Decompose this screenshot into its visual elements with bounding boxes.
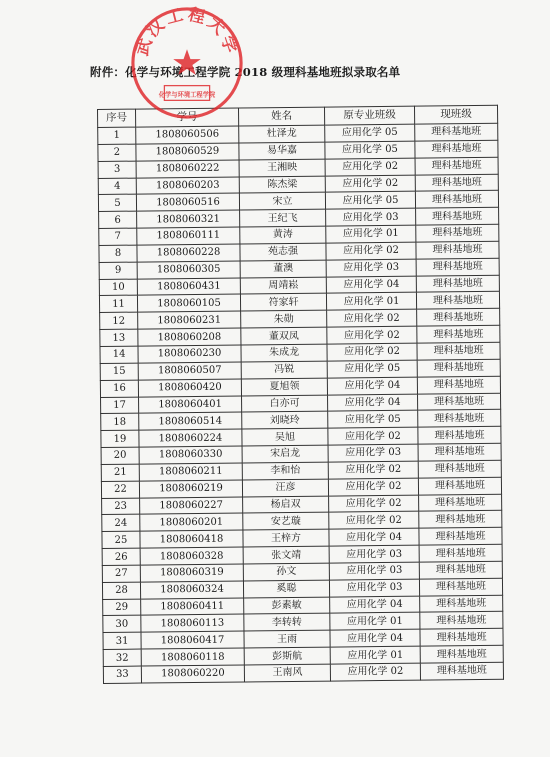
- name-cell: 彭素敏: [244, 597, 330, 615]
- original-class-cell: 应用化学 05: [325, 192, 415, 210]
- student-id-cell: 1808060411: [141, 598, 244, 616]
- name-cell: 王南风: [244, 664, 330, 682]
- current-class-cell: 理科基地班: [416, 241, 499, 259]
- original-class-cell: 应用化学 03: [328, 444, 418, 462]
- index-cell: 25: [102, 531, 140, 548]
- current-class-cell: 理科基地班: [420, 612, 503, 630]
- name-cell: 王雨: [244, 630, 330, 648]
- original-class-cell: 应用化学 04: [327, 377, 417, 395]
- student-id-cell: 1808060420: [138, 379, 241, 397]
- student-id-cell: 1808060324: [140, 581, 243, 599]
- index-cell: 28: [102, 582, 140, 599]
- original-class-cell: 应用化学 01: [326, 225, 416, 243]
- student-id-cell: 1808060514: [139, 412, 242, 430]
- current-class-cell: 理科基地班: [416, 258, 499, 276]
- student-id-cell: 1808060319: [140, 564, 243, 582]
- seal-inner-text: 化学与环境工程学院: [158, 91, 216, 99]
- student-id-cell: 1808060113: [141, 614, 244, 632]
- student-id-cell: 1808060219: [139, 480, 242, 498]
- index-cell: 11: [99, 296, 137, 313]
- index-cell: 3: [98, 161, 136, 178]
- student-id-cell: 1808060321: [137, 210, 240, 228]
- name-cell: 张文靖: [243, 546, 329, 564]
- index-cell: 17: [101, 397, 139, 414]
- index-cell: 24: [102, 514, 140, 531]
- student-id-cell: 1808060305: [137, 261, 240, 279]
- header-name: 姓名: [238, 107, 324, 126]
- index-cell: 2: [98, 144, 136, 161]
- current-class-cell: 理科基地班: [418, 477, 501, 495]
- index-cell: 10: [99, 279, 137, 296]
- current-class-cell: 理科基地班: [419, 511, 502, 529]
- current-class-cell: 理科基地班: [418, 460, 501, 478]
- student-id-cell: 1808060507: [138, 362, 241, 380]
- student-id-cell: 1808060224: [139, 429, 242, 447]
- original-class-cell: 应用化学 02: [327, 309, 417, 327]
- original-class-cell: 应用化学 04: [330, 629, 420, 647]
- original-class-cell: 应用化学 02: [327, 326, 417, 344]
- name-cell: 宋启龙: [242, 445, 328, 463]
- current-class-cell: 理科基地班: [420, 645, 503, 663]
- index-cell: 9: [99, 262, 137, 279]
- current-class-cell: 理科基地班: [417, 359, 500, 377]
- index-cell: 31: [103, 632, 141, 649]
- original-class-cell: 应用化学 03: [329, 545, 419, 563]
- header-student-id: 学号: [136, 108, 239, 127]
- current-class-cell: 理科基地班: [415, 140, 498, 158]
- index-cell: 26: [102, 548, 140, 565]
- name-cell: 夏旭领: [241, 378, 327, 396]
- current-class-cell: 理科基地班: [417, 309, 500, 327]
- student-id-cell: 1808060105: [137, 294, 240, 312]
- table-row: [103, 662, 503, 683]
- name-cell: 杨启双: [243, 496, 329, 514]
- current-class-cell: 理科基地班: [418, 426, 501, 444]
- student-id-cell: 1808060417: [141, 631, 244, 649]
- header-index: 序号: [98, 109, 136, 127]
- student-id-cell: 1808060431: [137, 278, 240, 296]
- original-class-cell: 应用化学 02: [325, 158, 415, 176]
- current-class-cell: 理科基地班: [417, 376, 500, 394]
- name-cell: 周靖崧: [240, 277, 326, 295]
- seal-outer-text: 武汉工程大学: [131, 4, 243, 58]
- original-class-cell: 应用化学 01: [326, 293, 416, 311]
- name-cell: 董澳: [240, 260, 326, 278]
- index-cell: 30: [103, 616, 141, 633]
- index-cell: 19: [101, 430, 139, 447]
- student-id-cell: 1808060111: [137, 227, 240, 245]
- index-cell: 29: [103, 599, 141, 616]
- index-cell: 4: [98, 178, 136, 195]
- index-cell: 12: [100, 312, 138, 329]
- index-cell: 6: [99, 211, 137, 228]
- original-class-cell: 应用化学 02: [325, 175, 415, 193]
- student-id-cell: 1808060401: [139, 396, 242, 414]
- name-cell: 王湘映: [239, 159, 325, 177]
- original-class-cell: 应用化学 02: [327, 343, 417, 361]
- name-cell: 董双凤: [241, 327, 327, 345]
- student-id-cell: 1808060227: [140, 497, 243, 515]
- current-class-cell: 理科基地班: [419, 561, 502, 579]
- student-id-cell: 1808060330: [139, 446, 242, 464]
- student-id-cell: 1808060418: [140, 530, 243, 548]
- current-class-cell: 理科基地班: [415, 191, 498, 209]
- original-class-cell: 应用化学 05: [325, 124, 415, 142]
- name-cell: 李转转: [244, 614, 330, 632]
- index-cell: 16: [100, 380, 138, 397]
- student-id-cell: 1808060222: [136, 160, 239, 178]
- official-seal: [128, 4, 246, 122]
- name-cell: 陈杰梁: [239, 176, 325, 194]
- original-class-cell: 应用化学 01: [330, 646, 420, 664]
- original-class-cell: 应用化学 03: [329, 579, 419, 597]
- current-class-cell: 理科基地班: [415, 157, 498, 175]
- current-class-cell: 理科基地班: [417, 325, 500, 343]
- name-cell: 宋立: [239, 192, 325, 210]
- name-cell: 王梓方: [243, 529, 329, 547]
- index-cell: 7: [99, 228, 137, 245]
- index-cell: 22: [101, 481, 139, 498]
- original-class-cell: 应用化学 05: [325, 141, 415, 159]
- index-cell: 20: [101, 447, 139, 464]
- admission-list-table: [97, 105, 504, 684]
- name-cell: 符家轩: [240, 294, 326, 312]
- name-cell: 朱成龙: [241, 344, 327, 362]
- index-cell: 15: [100, 363, 138, 380]
- name-cell: 杜泽龙: [239, 125, 325, 143]
- original-class-cell: 应用化学 02: [326, 242, 416, 260]
- current-class-cell: 理科基地班: [420, 662, 503, 680]
- current-class-cell: 理科基地班: [420, 629, 503, 647]
- student-id-cell: 1808060118: [141, 648, 244, 666]
- seal-star-icon: [173, 49, 201, 75]
- index-cell: 8: [99, 245, 137, 262]
- name-cell: 汪彦: [242, 479, 328, 497]
- current-class-cell: 理科基地班: [420, 595, 503, 613]
- student-id-cell: 1808060506: [136, 126, 239, 144]
- name-cell: 奚聪: [243, 580, 329, 598]
- index-cell: 1: [98, 127, 136, 144]
- original-class-cell: 应用化学 04: [326, 276, 416, 294]
- index-cell: 23: [102, 498, 140, 515]
- current-class-cell: 理科基地班: [418, 443, 501, 461]
- name-cell: 黄涛: [240, 226, 326, 244]
- current-class-cell: 理科基地班: [419, 528, 502, 546]
- student-id-cell: 1808060203: [136, 177, 239, 195]
- name-cell: 彭斯航: [244, 647, 330, 665]
- original-class-cell: 应用化学 04: [330, 596, 420, 614]
- index-cell: 5: [98, 194, 136, 211]
- index-cell: 33: [103, 666, 141, 683]
- name-cell: 李和怡: [242, 462, 328, 480]
- original-class-cell: 应用化学 04: [328, 394, 418, 412]
- student-id-cell: 1808060529: [136, 143, 239, 161]
- student-id-cell: 1808060208: [138, 328, 241, 346]
- original-class-cell: 应用化学 01: [330, 613, 420, 631]
- original-class-cell: 应用化学 04: [329, 528, 419, 546]
- current-class-cell: 理科基地班: [415, 174, 498, 192]
- current-class-cell: 理科基地班: [419, 544, 502, 562]
- index-cell: 27: [102, 565, 140, 582]
- original-class-cell: 应用化学 02: [329, 495, 419, 513]
- name-cell: 易华嘉: [239, 142, 325, 160]
- current-class-cell: 理科基地班: [416, 275, 499, 293]
- student-id-cell: 1808060516: [136, 193, 239, 211]
- name-cell: 苑志强: [240, 243, 326, 261]
- student-id-cell: 1808060230: [138, 345, 241, 363]
- name-cell: 王纪飞: [240, 209, 326, 227]
- original-class-cell: 应用化学 02: [328, 427, 418, 445]
- current-class-cell: 理科基地班: [419, 494, 502, 512]
- original-class-cell: 应用化学 03: [326, 208, 416, 226]
- student-id-cell: 1808060328: [140, 547, 243, 565]
- header-original-class: 原专业班级: [324, 106, 414, 125]
- name-cell: 安艺璇: [243, 513, 329, 531]
- student-id-cell: 1808060211: [139, 463, 242, 481]
- current-class-cell: 理科基地班: [419, 578, 502, 596]
- current-class-cell: 理科基地班: [417, 393, 500, 411]
- student-id-cell: 1808060220: [141, 665, 244, 683]
- current-class-cell: 理科基地班: [415, 123, 498, 141]
- student-id-cell: 1808060201: [140, 513, 243, 531]
- original-class-cell: 应用化学 03: [329, 562, 419, 580]
- index-cell: 13: [100, 329, 138, 346]
- original-class-cell: 应用化学 02: [328, 478, 418, 496]
- name-cell: 冯锐: [241, 361, 327, 379]
- name-cell: 吴旭: [242, 428, 328, 446]
- name-cell: 孙文: [243, 563, 329, 581]
- current-class-cell: 理科基地班: [416, 224, 499, 242]
- name-cell: 朱勋: [241, 310, 327, 328]
- index-cell: 14: [100, 346, 138, 363]
- original-class-cell: 应用化学 05: [327, 360, 417, 378]
- current-class-cell: 理科基地班: [417, 342, 500, 360]
- student-id-cell: 1808060228: [137, 244, 240, 262]
- index-cell: 32: [103, 649, 141, 666]
- name-cell: 刘晓玲: [242, 411, 328, 429]
- index-cell: 21: [101, 464, 139, 481]
- original-class-cell: 应用化学 05: [328, 411, 418, 429]
- name-cell: 白亦可: [242, 395, 328, 413]
- header-current-class: 现班级: [414, 105, 497, 124]
- index-cell: 18: [101, 413, 139, 430]
- current-class-cell: 理科基地班: [416, 292, 499, 310]
- current-class-cell: 理科基地班: [418, 410, 501, 428]
- document-title: 附件：化学与环境工程学院 2018 级理科基地班拟录取名单: [90, 65, 401, 79]
- current-class-cell: 理科基地班: [416, 208, 499, 226]
- original-class-cell: 应用化学 02: [329, 512, 419, 530]
- original-class-cell: 应用化学 02: [328, 461, 418, 479]
- original-class-cell: 应用化学 02: [330, 663, 420, 681]
- student-id-cell: 1808060231: [138, 311, 241, 329]
- original-class-cell: 应用化学 03: [326, 259, 416, 277]
